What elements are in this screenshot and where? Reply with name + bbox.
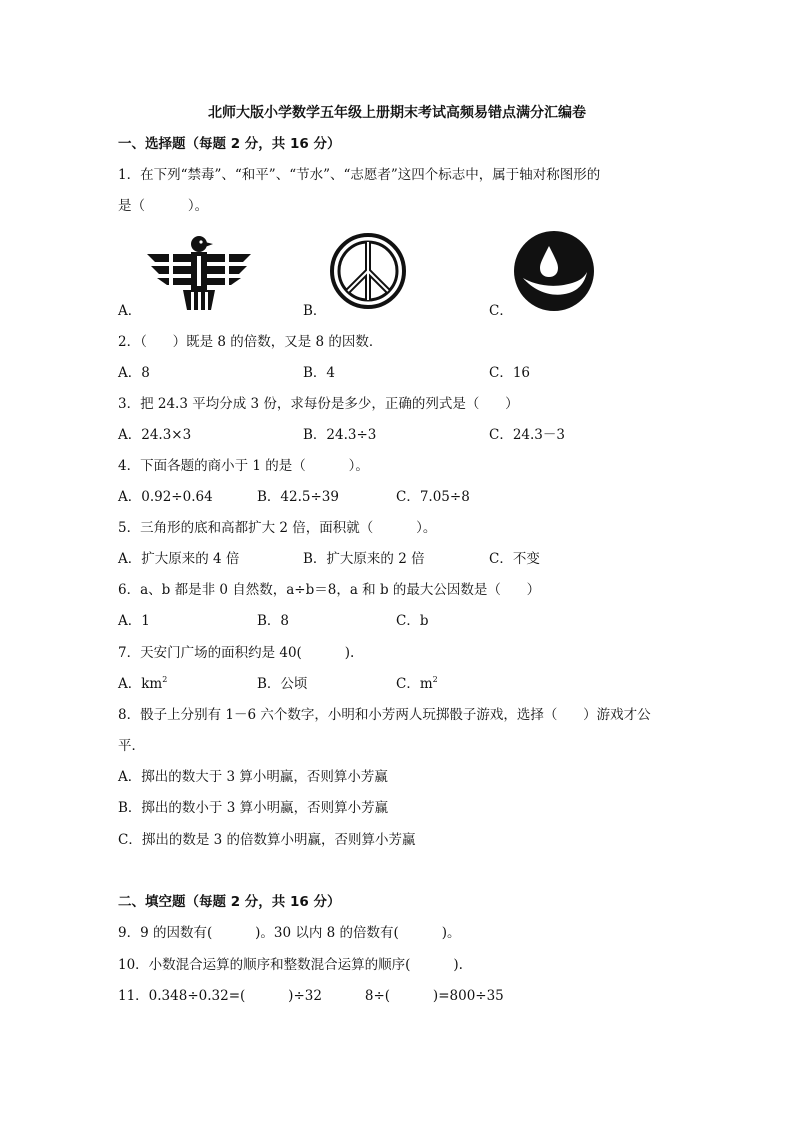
page-title: 北师大版小学数学五年级上册期末考试高频易错点满分汇编卷: [208, 105, 586, 121]
question-1-option-b[interactable]: B．: [303, 303, 327, 319]
question-4-option-c[interactable]: C．7.05÷8: [396, 489, 470, 505]
question-5: 5．三角形的底和高都扩大 2 倍，面积就（ ）。: [118, 520, 437, 536]
question-6-option-b[interactable]: B．8: [257, 613, 290, 629]
question-3-option-a[interactable]: A．24.3×3: [118, 427, 192, 443]
question-11: 11．0.348÷0.32=( )÷32 8÷( )=800÷35: [118, 988, 504, 1004]
question-8-option-b[interactable]: B．掷出的数小于 3 算小明赢，否则算小芳赢: [118, 800, 389, 816]
question-7-option-a-label: A．km: [118, 676, 163, 692]
question-5-option-c[interactable]: C．不变: [489, 551, 540, 567]
question-4-option-b[interactable]: B．42.5÷39: [257, 489, 339, 505]
superscript-2: 2: [162, 675, 168, 684]
question-1-line-1: 1．在下列“禁毒”、“和平”、“节水”、“志愿者”这四个标志中，属于轴对称图形的: [118, 167, 601, 183]
question-7-option-c[interactable]: [396, 674, 438, 694]
question-3-option-c[interactable]: C．24.3－3: [489, 427, 565, 443]
question-1-line-2: 是（ ）。: [118, 198, 209, 214]
section-heading-choice: 一、选择题（每题 2 分，共 16 分）: [118, 136, 341, 152]
eagle-logo: [147, 232, 251, 312]
question-9: 9．9 的因数有( )。30 以内 8 的倍数有( )。: [118, 925, 461, 941]
question-7-option-b[interactable]: B．公顷: [257, 676, 308, 692]
water-drop-logo: [513, 230, 595, 312]
question-2-option-b[interactable]: B．4: [303, 365, 336, 381]
section-heading-fill-in: 二、填空题（每题 2 分，共 16 分）: [118, 894, 341, 910]
question-5-option-a[interactable]: A．扩大原来的 4 倍: [118, 551, 240, 567]
question-8-line-1: 8．骰子上分别有 1－6 六个数字，小明和小芳两人玩掷骰子游戏，选择（ ）游戏才公: [118, 707, 651, 723]
question-1-option-c[interactable]: C．: [489, 303, 513, 319]
question-4: 4．下面各题的商小于 1 的是（ ）。: [118, 458, 369, 474]
question-3-option-b[interactable]: B．24.3÷3: [303, 427, 377, 443]
question-5-option-b[interactable]: B．扩大原来的 2 倍: [303, 551, 425, 567]
question-8-option-c[interactable]: C．掷出的数是 3 的倍数算小明赢，否则算小芳赢: [118, 832, 416, 848]
superscript-2: 2: [432, 675, 438, 684]
question-6-option-c[interactable]: C．b: [396, 613, 429, 629]
question-4-option-a[interactable]: A．0.92÷0.64: [118, 489, 213, 505]
question-1-option-a[interactable]: A．: [118, 303, 142, 319]
question-8-line-2: 平．: [118, 738, 145, 754]
question-6-option-a[interactable]: A．1: [118, 613, 150, 629]
question-10: 10．小数混合运算的顺序和整数混合运算的顺序( ).: [118, 957, 463, 973]
question-7: 7．天安门广场的面积约是 40( ).: [118, 645, 355, 661]
question-2: 2．（ ）既是 8 的倍数，又是 8 的因数．: [118, 334, 383, 350]
question-7-option-a[interactable]: [118, 674, 167, 694]
question-3: 3．把 24.3 平均分成 3 份，求每份是多少，正确的列式是（ ）: [118, 396, 519, 412]
question-8-option-a[interactable]: A．掷出的数大于 3 算小明赢，否则算小芳赢: [118, 769, 388, 785]
question-7-option-c-label: C．m: [396, 676, 433, 692]
question-6: 6．a、b 都是非 0 自然数，a÷b＝8，a 和 b 的最大公因数是（ ）: [118, 582, 541, 598]
question-2-option-c[interactable]: C．16: [489, 365, 531, 381]
peace-sign-logo: [329, 232, 407, 310]
question-2-option-a[interactable]: A．8: [118, 365, 150, 381]
